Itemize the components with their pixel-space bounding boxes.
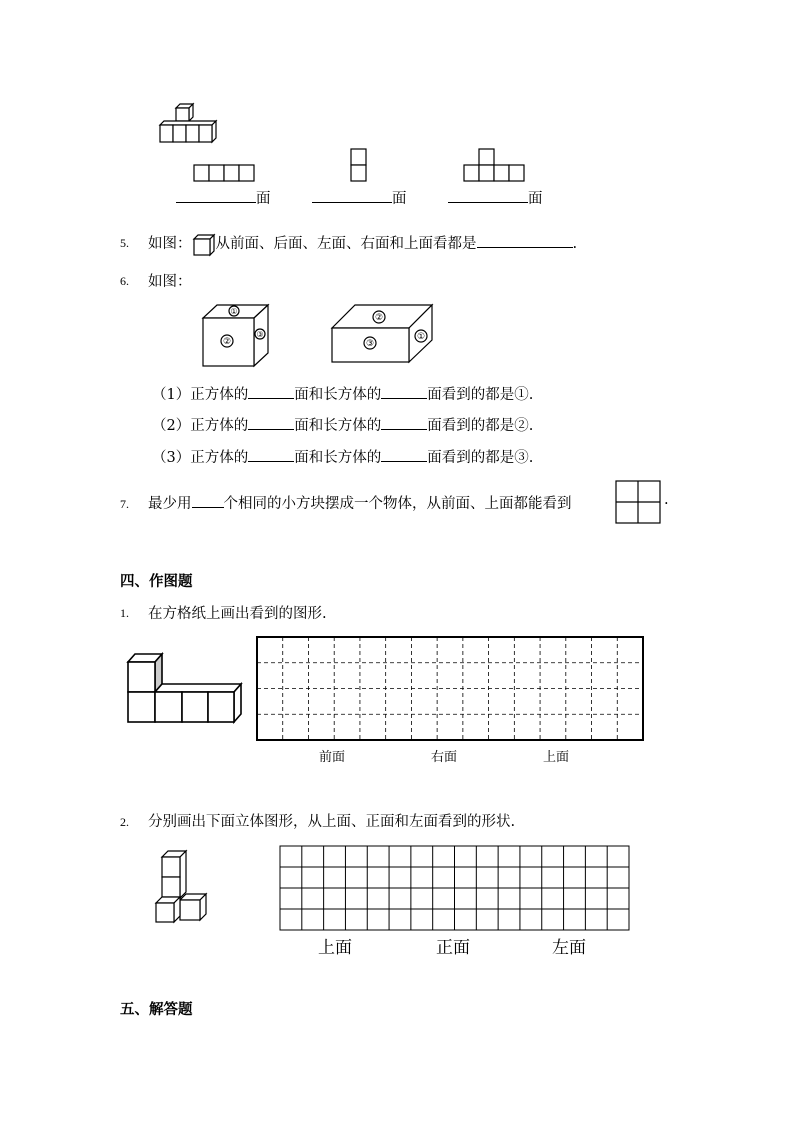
- q6-line-2-post: 面看到的都是②.: [427, 418, 534, 434]
- q6-line-2-blank-b[interactable]: [381, 415, 427, 430]
- view-four-row: [193, 164, 255, 184]
- q6-line-1: [152, 383, 533, 404]
- q6-line-1-post: 面看到的都是①.: [427, 387, 534, 403]
- view-two-stack: [350, 148, 370, 184]
- s4-p1-grid[interactable]: [256, 636, 646, 742]
- cuboid-face-right: ①: [416, 332, 426, 342]
- q6-line-3-post: 面看到的都是③.: [427, 450, 534, 466]
- view-answer-3: [448, 187, 543, 208]
- q6-line-1-pre: （1）正方体的: [152, 387, 249, 403]
- q6-line-3-mid: 面和长方体的: [294, 450, 382, 466]
- s4-p2-grid[interactable]: [279, 845, 631, 931]
- s4-p1-label-right: 右面: [431, 750, 458, 765]
- q5-number: 5.: [120, 236, 129, 250]
- view-label-1: 面: [256, 191, 271, 207]
- q6-line-2-blank-a[interactable]: [248, 415, 294, 430]
- s4-p2-label-top: 上面: [318, 938, 352, 958]
- cuboid-face-front: ③: [365, 339, 375, 349]
- q6-line-1-blank-b[interactable]: [381, 384, 427, 399]
- q6-line-2-pre: （2）正方体的: [152, 418, 249, 434]
- view-label-2: 面: [392, 191, 407, 207]
- q6-number: 6.: [120, 274, 129, 288]
- view-t-shape: [463, 148, 527, 184]
- cube-figure: [200, 302, 270, 368]
- q6-line-3: [152, 446, 533, 467]
- s4-p1-text: 在方格纸上画出看到的图形.: [148, 606, 327, 622]
- s4-p2-label-left: 左面: [552, 938, 586, 958]
- q6-prefix: 如图：: [148, 274, 192, 290]
- s4-p2-number: 2.: [120, 815, 129, 829]
- q5-text: 从前面、后面、左面、右面和上面看都是: [215, 236, 477, 252]
- section4-heading: 四、作图题: [120, 573, 193, 590]
- cube-face-right: ③: [256, 330, 264, 339]
- q5-prefix: 如图：: [148, 236, 192, 252]
- view-answer-blank-1[interactable]: [176, 188, 256, 203]
- s4-p1-label-top: 上面: [543, 750, 570, 765]
- q5-answer-blank[interactable]: [477, 233, 573, 248]
- q7-post: 个相同的小方块摆成一个物体，从前面、上面都能看到: [223, 496, 572, 512]
- q6-line-3-blank-a[interactable]: [248, 447, 294, 462]
- s4-p2-label-front: 正面: [436, 938, 470, 958]
- view-answer-blank-2[interactable]: [312, 188, 392, 203]
- s4-p1-number: 1.: [120, 606, 129, 620]
- cube-face-front: ②: [222, 337, 232, 347]
- q7-pre: 最少用: [148, 496, 192, 512]
- view-answer-blank-3[interactable]: [448, 188, 528, 203]
- q6-line-3-blank-b[interactable]: [381, 447, 427, 462]
- q6-line-2-mid: 面和长方体的: [294, 418, 382, 434]
- view-answer-2: [312, 187, 407, 208]
- q7-grid-figure: [615, 480, 663, 524]
- section5-heading: 五、解答题: [120, 1001, 193, 1018]
- cuboid-figure: [329, 300, 435, 366]
- q6-line-3-pre: （3）正方体的: [152, 450, 249, 466]
- q7-end: .: [664, 492, 669, 508]
- s4-p1-label-front: 前面: [319, 750, 346, 765]
- s4-p2-text: 分别画出下面立体图形，从上面、正面和左面看到的形状.: [148, 814, 516, 830]
- view-answer-1: [176, 187, 271, 208]
- top-cube-figure: [156, 104, 232, 148]
- q7-number: 7.: [120, 497, 129, 511]
- q6-line-1-mid: 面和长方体的: [294, 387, 382, 403]
- q5-cube-icon: [192, 233, 216, 253]
- q7-line: [148, 492, 572, 513]
- s4-p1-cube-figure: [126, 652, 246, 724]
- q5-line: [148, 232, 577, 253]
- s4-p2-cube-figure: [154, 848, 212, 924]
- q6-line-2: [152, 414, 533, 435]
- cube-face-top: ①: [230, 307, 238, 316]
- q7-answer-blank[interactable]: [192, 493, 224, 508]
- cuboid-face-top: ②: [374, 313, 384, 323]
- q6-line-1-blank-a[interactable]: [248, 384, 294, 399]
- view-label-3: 面: [528, 191, 543, 207]
- q5-end: .: [572, 236, 578, 252]
